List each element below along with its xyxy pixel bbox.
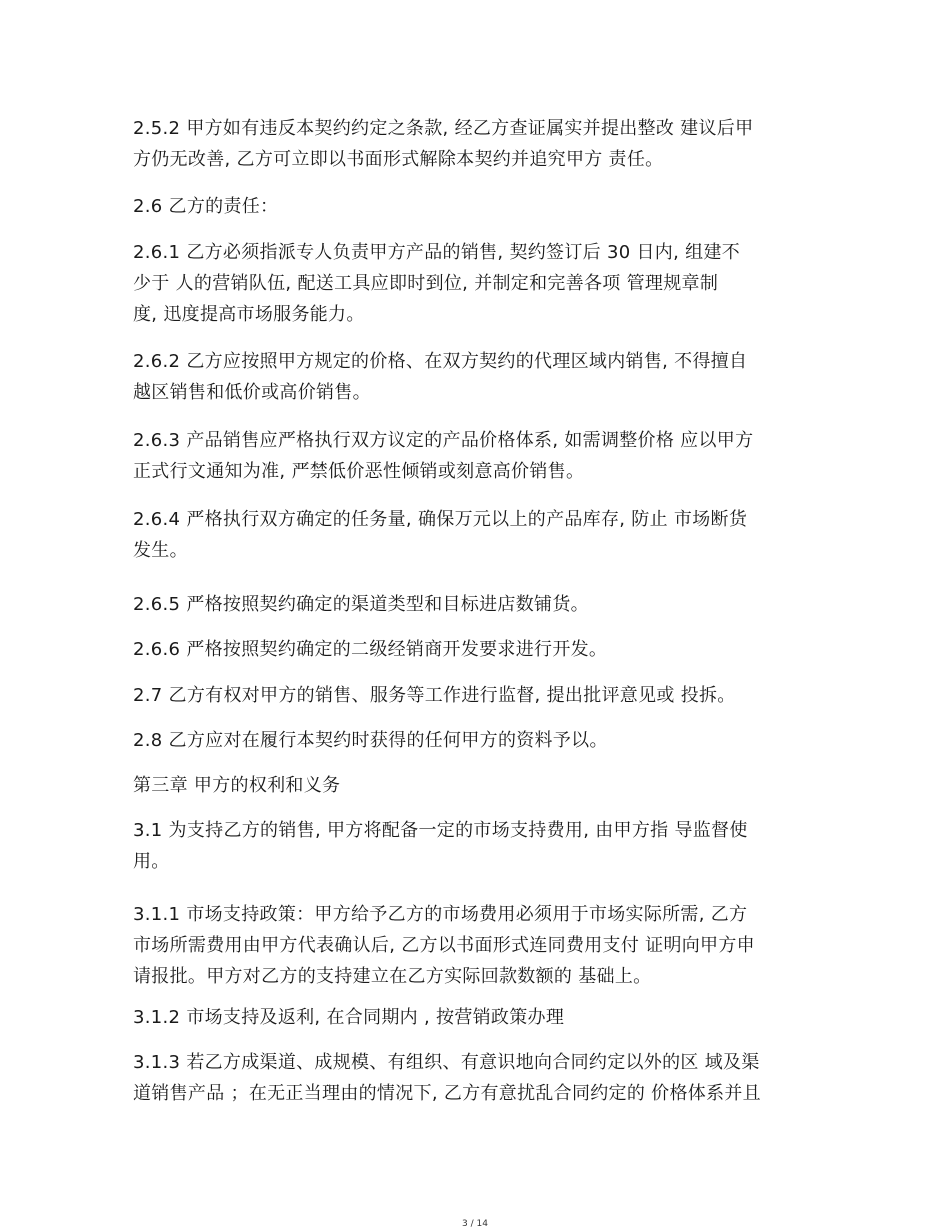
paragraph-line: 少于 人的营销队伍, 配送工具应即时到位, 并制定和完善各项 管理规章制: [133, 273, 719, 294]
paragraph-line: 2.6.1 乙方必须指派专人负责甲方产品的销售, 契约签订后 30 日内, 组建不: [133, 242, 741, 263]
paragraph-line: 2.6.3 产品销售应严格执行双方议定的产品价格体系, 如需调整价格 应以甲方: [133, 430, 754, 451]
paragraph-line: 3.1.2 市场支持及返利, 在合同期内 , 按营销政策办理: [133, 1007, 565, 1028]
paragraph: [133, 899, 833, 992]
paragraph-line: 发生。: [133, 540, 188, 561]
paragraph-line: 道销售产品 ；在无正当理由的情况下, 乙方有意扰乱合同约定的 价格体系并且: [133, 1083, 761, 1104]
paragraph: [133, 346, 833, 408]
paragraph-line: 度, 迅度提高市场服务能力。: [133, 304, 365, 325]
paragraph-line: 正式行文通知为准, 严禁低价恶性倾销或刻意高价销售。: [133, 461, 585, 482]
paragraph-line: 2.6 乙方的责任：: [133, 196, 279, 217]
paragraph: [133, 425, 833, 487]
paragraph-line: 2.6.2 乙方应按照甲方规定的价格、在双方契约的代理区域内销售, 不得擅自: [133, 351, 748, 372]
paragraph: [133, 191, 833, 222]
paragraph: [133, 237, 833, 330]
paragraph-line: 第三章 甲方的权利和义务: [133, 775, 341, 796]
paragraph-line: 3.1.1 市场支持政策：甲方给予乙方的市场费用必须用于市场实际所需, 乙方: [133, 904, 748, 925]
paragraph-line: 方仍无改善, 乙方可立即以书面形式解除本契约并追究甲方 责任。: [133, 149, 664, 170]
paragraph: [133, 504, 833, 566]
paragraph-line: 3.1.3 若乙方成渠道、成规模、有组织、有意识地向合同约定以外的区 域及渠: [133, 1052, 760, 1073]
paragraph: [133, 634, 833, 665]
paragraph: [133, 1002, 833, 1033]
paragraph: [133, 680, 833, 711]
paragraph: [133, 589, 833, 620]
paragraph-line: 用。: [133, 851, 170, 872]
paragraph: [133, 1047, 833, 1109]
paragraph: [133, 725, 833, 756]
paragraph-line: 2.6.5 严格按照契约确定的渠道类型和目标进店数铺货。: [133, 594, 589, 615]
paragraph: [133, 770, 833, 801]
paragraph-line: 越区销售和低价或高价销售。: [133, 382, 371, 403]
paragraph-line: 2.6.4 严格执行双方确定的任务量, 确保万元以上的产品库存, 防止 市场断货: [133, 509, 748, 530]
paragraph-line: 3.1 为支持乙方的销售, 甲方将配备一定的市场支持费用, 由甲方指 导监督使: [133, 820, 748, 841]
paragraph: [133, 113, 833, 175]
paragraph-line: 请报批。甲方对乙方的支持建立在乙方实际回款数额的 基础上。: [133, 966, 652, 987]
paragraph: [133, 815, 833, 877]
page-number: 3 / 14: [462, 1219, 488, 1229]
paragraph-line: 2.7 乙方有权对甲方的销售、服务等工作进行监督, 提出批评意见或 投拆。: [133, 685, 736, 706]
paragraph-line: 2.6.6 严格按照契约确定的二级经销商开发要求进行开发。: [133, 639, 608, 660]
paragraph-line: 2.5.2 甲方如有违反本契约约定之条款, 经乙方查证属实并提出整改 建议后甲: [133, 118, 754, 139]
paragraph-line: 2.8 乙方应对在履行本契约时获得的任何甲方的资料予以。: [133, 730, 608, 751]
paragraph-line: 市场所需费用由甲方代表确认后, 乙方以书面形式连同费用支付 证明向甲方申: [133, 935, 755, 956]
